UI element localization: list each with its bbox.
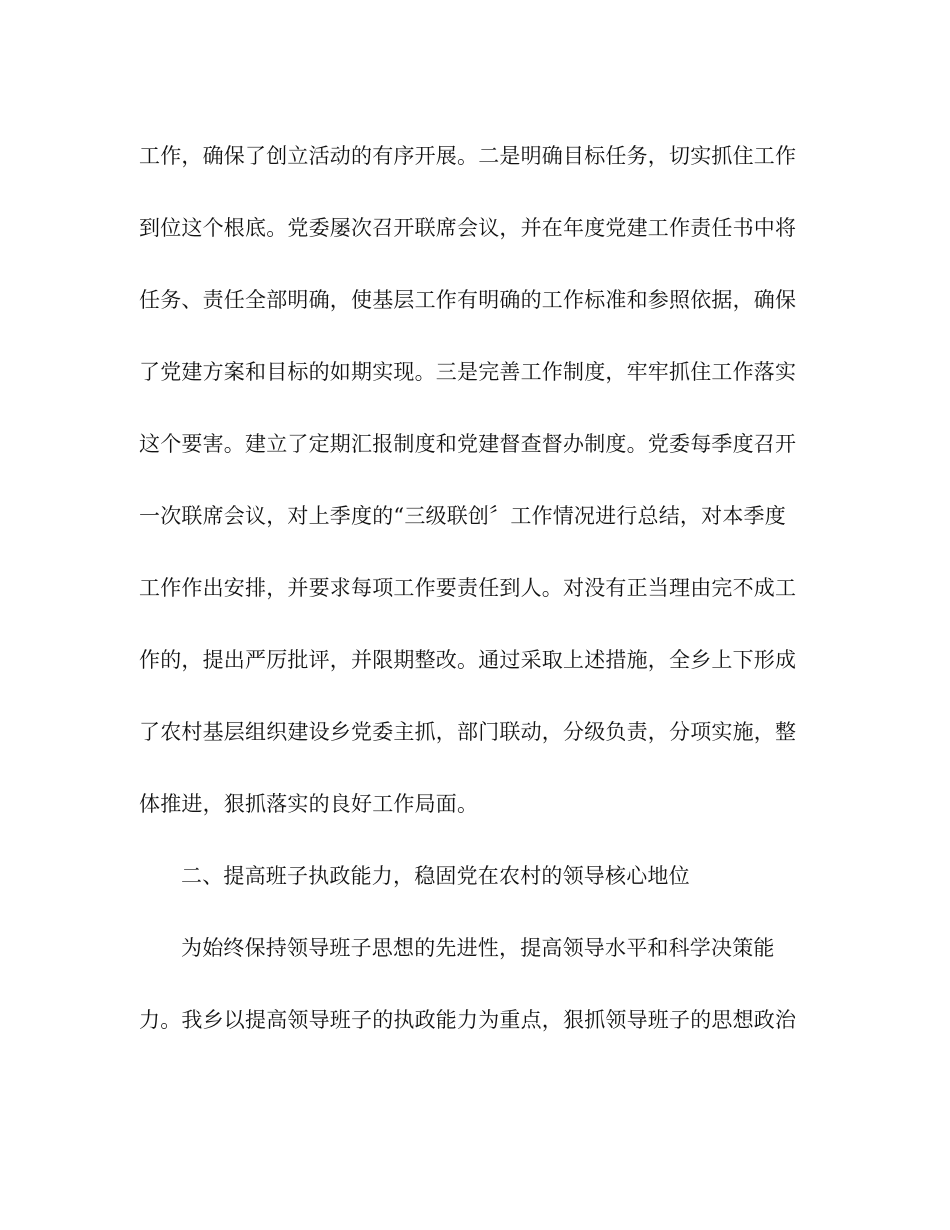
- paragraph-line: 为始终保持领导班子思想的先进性，提高领导水平和科学决策能: [181, 936, 775, 960]
- paragraph-line: 工作，确保了创立活动的有序开展。二是明确目标任务，切实抓住工作: [139, 144, 797, 168]
- paragraph-line: 力。我乡以提高领导班子的执政能力为重点，狠抓领导班子的思想政治: [139, 1008, 797, 1032]
- paragraph-line: 这个要害。建立了定期汇报制度和党建督查督办制度。党委每季度召开: [139, 432, 797, 456]
- paragraph-line: 工作作出安排，并要求每项工作要责任到人。对没有正当理由完不成工: [139, 576, 797, 600]
- paragraph-line: 任务、责任全部明确，使基层工作有明确的工作标准和参照依据，确保: [139, 288, 797, 312]
- section-heading: 二、提高班子执政能力，稳固党在农村的领导核心地位: [181, 864, 690, 888]
- paragraph-line: 了党建方案和目标的如期实现。三是完善工作制度，牢牢抓住工作落实: [139, 360, 797, 384]
- paragraph-line: 到位这个根底。党委屡次召开联席会议，并在年度党建工作责任书中将: [139, 216, 797, 240]
- paragraph-line: 体推进，狠抓落实的良好工作局面。: [139, 792, 479, 816]
- paragraph-line: 一次联席会议，对上季度的“三级联创〞工作情况进行总结，对本季度: [139, 504, 786, 528]
- paragraph-line: 作的，提出严厉批评，并限期整改。通过采取上述措施，全乡上下形成: [139, 648, 797, 672]
- paragraph-line: 了农村基层组织建设乡党委主抓，部门联动，分级负责，分项实施，整: [139, 720, 797, 744]
